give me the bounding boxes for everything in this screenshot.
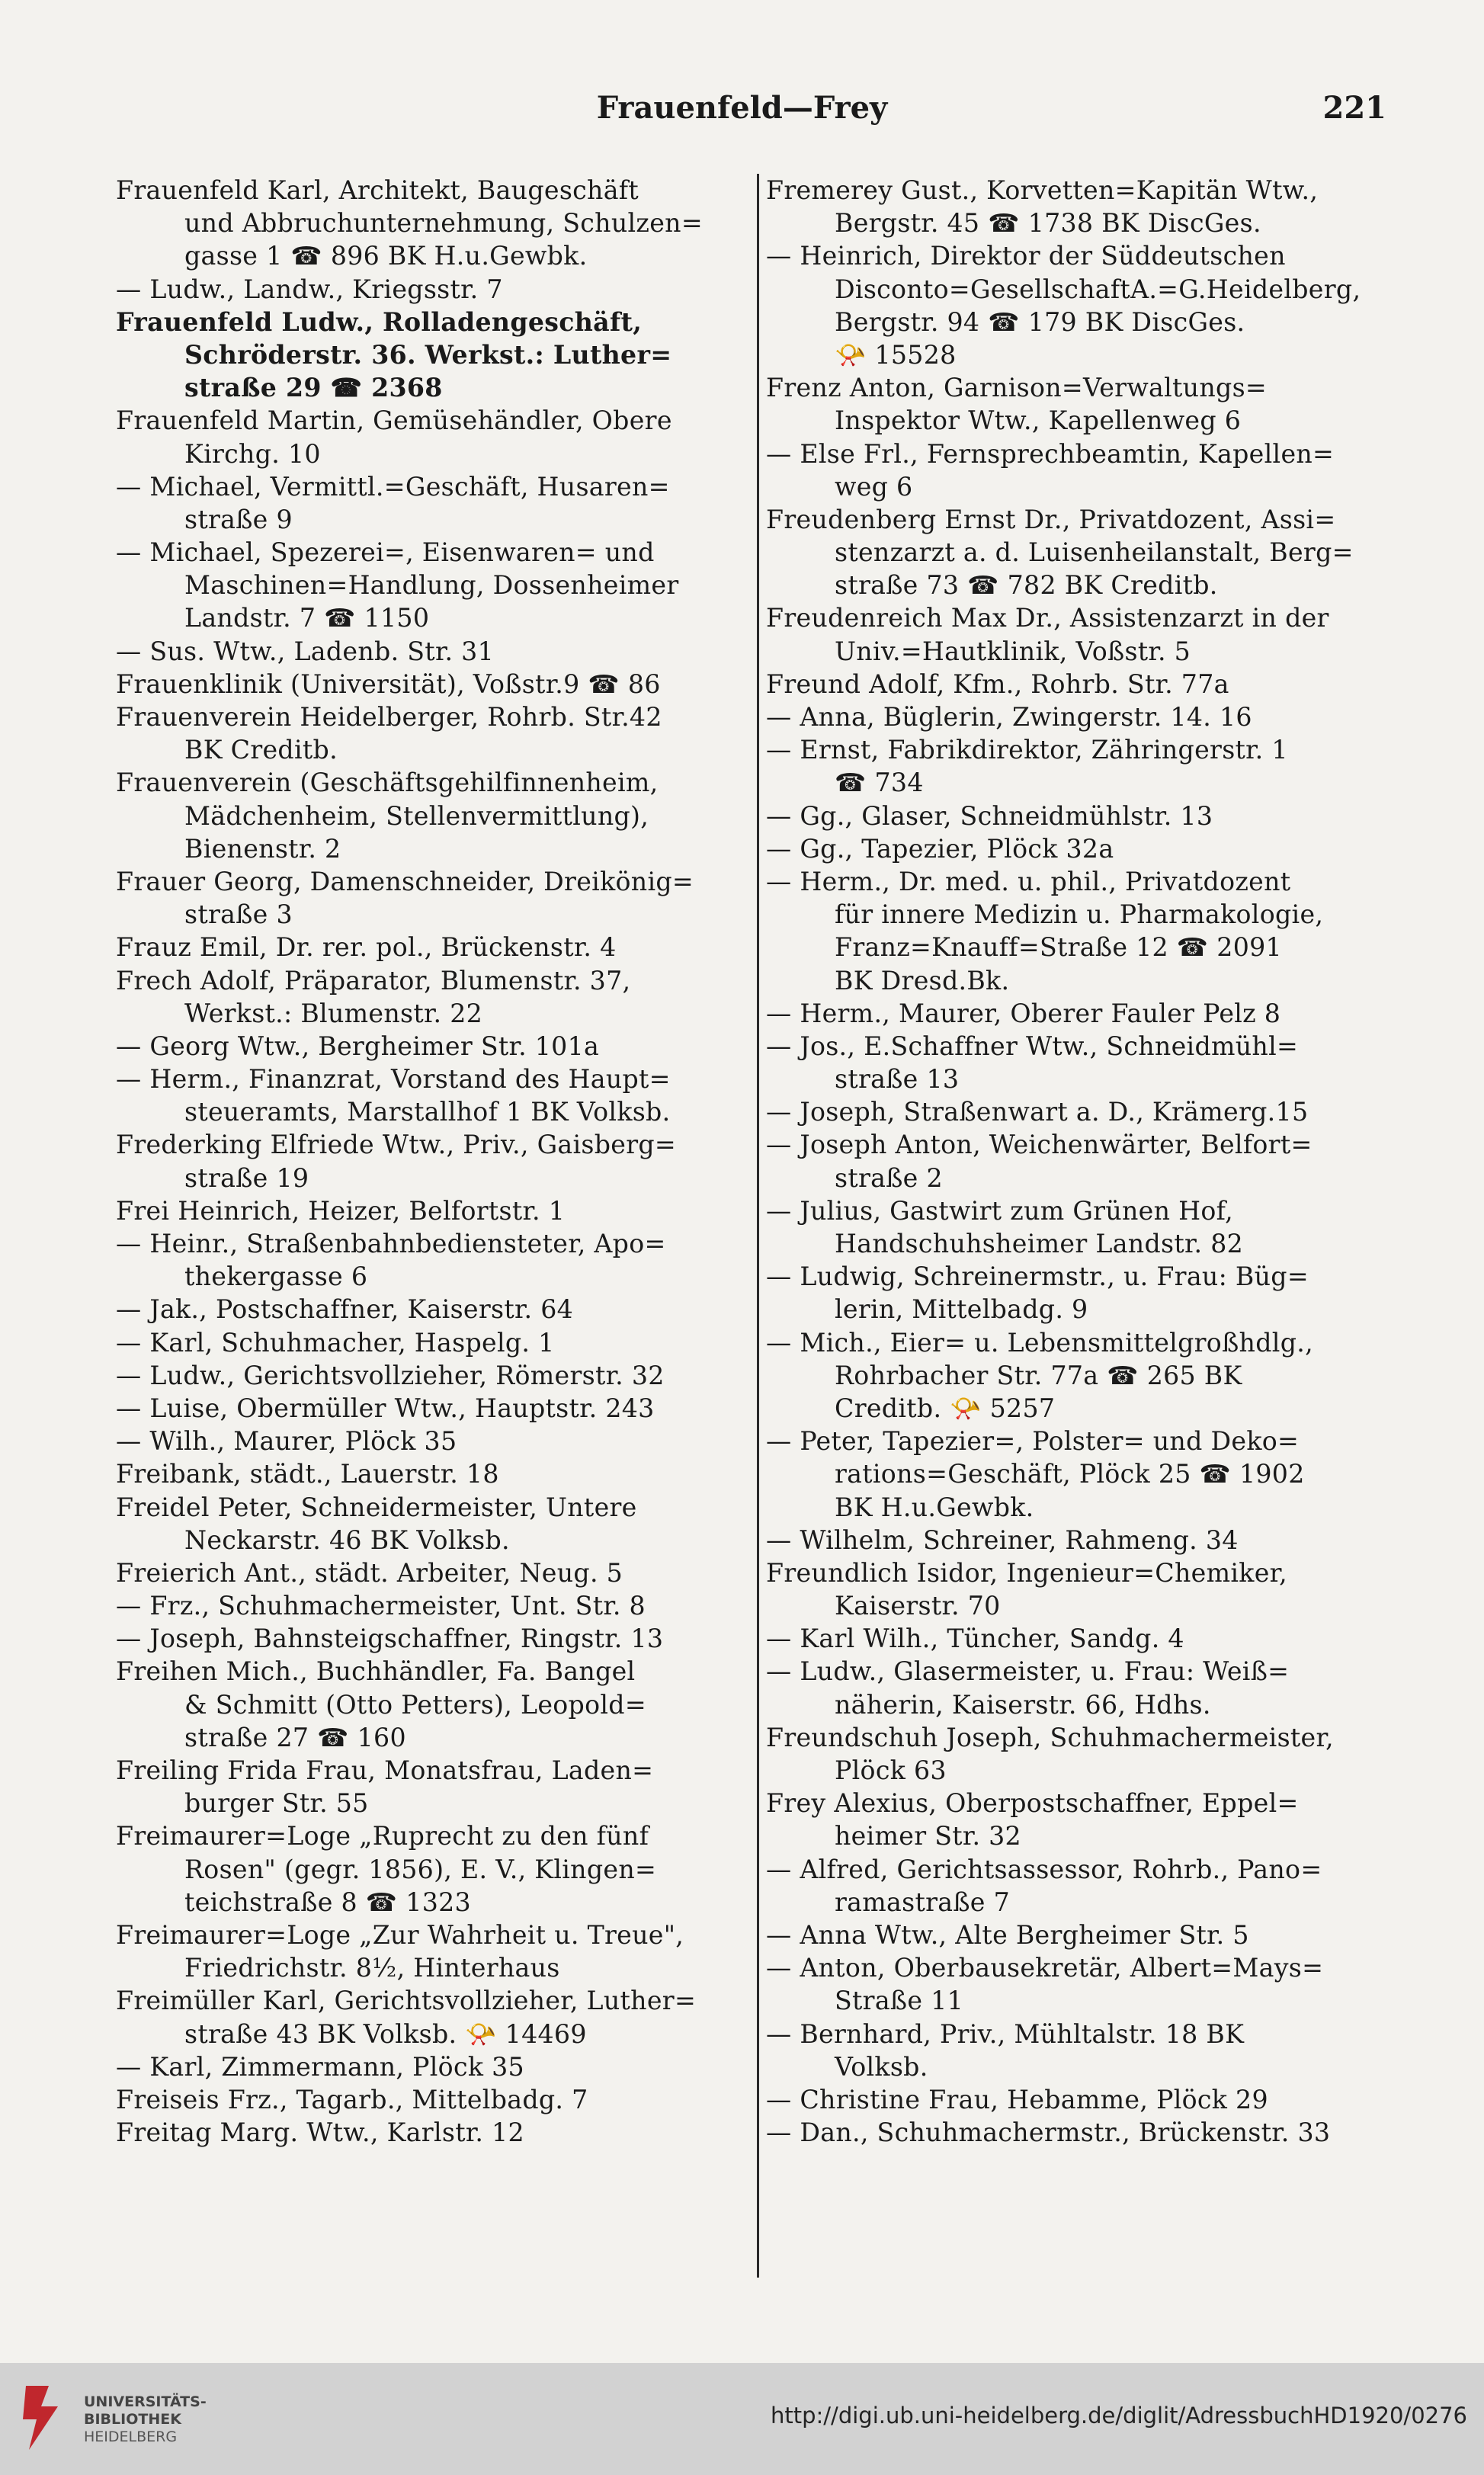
running-title: Frauenfeld—Frey [596, 90, 888, 126]
directory-entry-line: BK Creditb. [184, 735, 338, 765]
directory-entry-line: — Joseph, Straßenwart a. D., Krämerg.15 [766, 1097, 1309, 1127]
directory-entry-line: Frech Adolf, Präparator, Blumenstr. 37, [116, 965, 631, 995]
directory-entry-line: Frauz Emil, Dr. rer. pol., Brückenstr. 4 [116, 932, 617, 963]
directory-entry-line: Freiling Frida Frau, Monatsfrau, Laden= [116, 1755, 654, 1785]
directory-entry-line: weg 6 [835, 471, 913, 502]
directory-entry-line: — Heinrich, Direktor der Süddeutschen [766, 241, 1286, 271]
directory-entry-line: straße 43 BK Volksb. 📯 14469 [184, 2018, 587, 2049]
directory-entry-line: — Gg., Glaser, Schneidmühlstr. 13 [766, 800, 1213, 831]
directory-entry-line: — Julius, Gastwirt zum Grünen Hof, [766, 1195, 1233, 1226]
directory-entry-line: — Luise, Obermüller Wtw., Hauptstr. 243 [116, 1393, 655, 1423]
directory-entry-line: Maschinen=Handlung, Dossenheimer [184, 570, 679, 601]
directory-entry-line: Freidel Peter, Schneidermeister, Untere [116, 1492, 637, 1522]
directory-entry-line: Freiseis Frz., Tagarb., Mittelbadg. 7 [116, 2084, 588, 2114]
directory-entry-line: — Else Frl., Fernsprechbeamtin, Kapellen= [766, 438, 1335, 469]
directory-entry-line: Frauenfeld Karl, Architekt, Baugeschäft [116, 175, 639, 205]
directory-entry-line: Werkst.: Blumenstr. 22 [184, 998, 483, 1028]
directory-entry-line: Freund Adolf, Kfm., Rohrb. Str. 77a [766, 668, 1229, 699]
directory-entry-line: Freibank, städt., Lauerstr. 18 [116, 1459, 499, 1489]
directory-entry-line: — Dan., Schuhmachermstr., Brückenstr. 33 [766, 2118, 1331, 2148]
directory-entry-line: Freierich Ant., städt. Arbeiter, Neug. 5 [116, 1557, 623, 1588]
directory-entry-line: — Sus. Wtw., Ladenb. Str. 31 [116, 636, 494, 666]
left-column [116, 174, 752, 2149]
directory-entry-line: straße 13 [835, 1064, 960, 1095]
directory-entry-line: Freimaurer=Loge „Zur Wahrheit u. Treue", [116, 1919, 684, 1950]
directory-entry-line: — Ernst, Fabrikdirektor, Zähringerstr. 1 [766, 735, 1288, 765]
directory-entry-line: — Jak., Postschaffner, Kaiserstr. 64 [116, 1294, 574, 1325]
directory-entry-line: straße 9 [184, 504, 293, 534]
library-line-3: HEIDELBERG [84, 2429, 178, 2445]
library-name [84, 2393, 207, 2446]
directory-entry-line: Kirchg. 10 [184, 438, 321, 469]
directory-entry-line: Frauenfeld Ludw., Rolladengeschäft, [116, 306, 643, 337]
directory-entry-line: Univ.=Hautklinik, Voßstr. 5 [835, 636, 1191, 666]
directory-entry-line: — Joseph, Bahnsteigschaffner, Ringstr. 13 [116, 1624, 664, 1654]
directory-entry-line: — Herm., Finanzrat, Vorstand des Haupt= [116, 1064, 671, 1095]
directory-entry-line: Creditb. 📯 5257 [835, 1393, 1056, 1423]
directory-entry-line: Frauenfeld Martin, Gemüsehändler, Obere [116, 406, 672, 436]
directory-entry-line: — Joseph Anton, Weichenwärter, Belfort= [766, 1130, 1313, 1160]
directory-entry-line: näherin, Kaiserstr. 66, Hdhs. [835, 1689, 1211, 1720]
directory-entry-line: BK H.u.Gewbk. [835, 1492, 1034, 1522]
directory-entry-line: Kaiserstr. 70 [835, 1591, 1001, 1621]
directory-entry-line: Freimaurer=Loge „Ruprecht zu den fünf [116, 1821, 649, 1851]
directory-entry-line: Frauenklinik (Universität), Voßstr.9 ☎ 86 [116, 668, 661, 699]
directory-entry-line: thekergasse 6 [184, 1262, 368, 1292]
directory-entry-line: Rohrbacher Str. 77a ☎ 265 BK [835, 1360, 1242, 1390]
directory-entry-line: für innere Medizin u. Pharmakologie, [835, 899, 1324, 930]
directory-entry-line: — Karl, Zimmermann, Plöck 35 [116, 2051, 524, 2082]
directory-entry-line: Inspektor Wtw., Kapellenweg 6 [835, 406, 1242, 436]
directory-entry-line: — Jos., E.Schaffner Wtw., Schneidmühl= [766, 1031, 1299, 1061]
directory-entry-line: teichstraße 8 ☎ 1323 [184, 1887, 471, 1917]
directory-entry-line: straße 3 [184, 899, 293, 930]
directory-entry-line: Mädchenheim, Stellenvermittlung), [184, 800, 649, 831]
directory-entry-line: — Ludwig, Schreinermstr., u. Frau: Büg= [766, 1262, 1309, 1292]
directory-entry-line: Freundlich Isidor, Ingenieur=Chemiker, [766, 1557, 1288, 1588]
ub-heidelberg-logo-icon [18, 2380, 66, 2456]
directory-entry-line: — Wilhelm, Schreiner, Rahmeng. 34 [766, 1524, 1239, 1555]
directory-entry-line: Freitag Marg. Wtw., Karlstr. 12 [116, 2118, 524, 2148]
library-line-2: BIBLIOTHEK [84, 2411, 181, 2428]
directory-entry-line: heimer Str. 32 [835, 1821, 1021, 1851]
directory-entry-line: & Schmitt (Otto Petters), Leopold= [184, 1689, 646, 1720]
directory-entry-line: Freimüller Karl, Gerichtsvollzieher, Luther= [116, 1986, 697, 2016]
directory-entry-line: und Abbruchunternehmung, Schulzen= [184, 208, 703, 239]
directory-entry-line: — Karl, Schuhmacher, Haspelg. 1 [116, 1327, 555, 1358]
right-column [766, 174, 1391, 2149]
directory-entry-line: Fremerey Gust., Korvetten=Kapitän Wtw., [766, 175, 1319, 205]
directory-entry-line: Landstr. 7 ☎ 1150 [184, 603, 430, 633]
library-line-1: UNIVERSITÄTS- [84, 2393, 207, 2410]
directory-entry-line: ramastraße 7 [835, 1887, 1010, 1917]
directory-entry-line: — Wilh., Maurer, Plöck 35 [116, 1426, 457, 1457]
directory-entry-line: Frey Alexius, Oberpostschaffner, Eppel= [766, 1788, 1299, 1819]
directory-entry-line: — Alfred, Gerichtsassessor, Rohrb., Pano= [766, 1854, 1322, 1884]
directory-entry-line: Frenz Anton, Garnison=Verwaltungs= [766, 373, 1268, 403]
directory-entry-line: steueramts, Marstallhof 1 BK Volksb. [184, 1097, 671, 1127]
directory-entry-line: Bergstr. 45 ☎ 1738 BK DiscGes. [835, 208, 1261, 239]
directory-entry-line: Rosen" (gegr. 1856), E. V., Klingen= [184, 1854, 657, 1884]
directory-entry-line: — Michael, Spezerei=, Eisenwaren= und [116, 537, 655, 568]
directory-entry-line: Disconto=GesellschaftA.=G.Heidelberg, [835, 274, 1361, 304]
directory-entry-line: Frauenverein Heidelberger, Rohrb. Str.42 [116, 702, 662, 732]
directory-entry-line: Freudenreich Max Dr., Assistenzarzt in der [766, 603, 1329, 633]
directory-entry-line: — Herm., Maurer, Oberer Fauler Pelz 8 [766, 998, 1281, 1028]
directory-entry-line: — Herm., Dr. med. u. phil., Privatdozent [766, 866, 1291, 896]
directory-entry-line: — Peter, Tapezier=, Polster= und Deko= [766, 1426, 1300, 1457]
directory-entry-line: straße 29 ☎ 2368 [184, 373, 443, 403]
directory-entry-line: — Heinr., Straßenbahnbediensteter, Apo= [116, 1229, 666, 1258]
directory-entry-line: — Ludw., Gerichtsvollzieher, Römerstr. 32 [116, 1360, 665, 1390]
directory-entry-line: rations=Geschäft, Plöck 25 ☎ 1902 [835, 1459, 1305, 1489]
directory-entry-line: ☎ 734 [835, 768, 924, 798]
directory-entry-line: — Ludw., Glasermeister, u. Frau: Weiß= [766, 1656, 1290, 1687]
directory-entry-line: 📯 15528 [835, 339, 957, 370]
directory-entry-line: lerin, Mittelbadg. 9 [835, 1294, 1088, 1325]
directory-entry-line: — Anna, Büglerin, Zwingerstr. 14. 16 [766, 702, 1252, 732]
column-divider [757, 174, 759, 2278]
directory-entry-line: — Ludw., Landw., Kriegsstr. 7 [116, 274, 503, 304]
directory-entry-line: Frei Heinrich, Heizer, Belfortstr. 1 [116, 1195, 566, 1226]
directory-entry-line: Bienenstr. 2 [184, 833, 341, 864]
directory-entry-line: Schröderstr. 36. Werkst.: Luther= [184, 339, 672, 370]
directory-entry-line: stenzarzt a. d. Luisenheilanstalt, Berg= [835, 537, 1354, 568]
directory-entry-line: — Anna Wtw., Alte Bergheimer Str. 5 [766, 1919, 1249, 1950]
directory-entry-line: Frederking Elfriede Wtw., Priv., Gaisberg= [116, 1130, 677, 1160]
directory-entry-line: straße 19 [184, 1162, 309, 1193]
source-url[interactable]: http://digi.ub.uni-heidelberg.de/diglit/AdressbuchHD1920/0276 [770, 2403, 1467, 2429]
directory-entry-line: — Georg Wtw., Bergheimer Str. 101a [116, 1031, 600, 1061]
directory-entry-line: Freundschuh Joseph, Schuhmachermeister, [766, 1722, 1334, 1752]
page-number: 221 [1322, 90, 1386, 126]
directory-entry-line: straße 27 ☎ 160 [184, 1722, 406, 1752]
directory-entry-line: — Bernhard, Priv., Mühltalstr. 18 BK [766, 2018, 1245, 2049]
directory-entry-line: Frauenverein (Geschäftsgehilfinnenheim, [116, 768, 659, 798]
directory-entry-line: Freihen Mich., Buchhändler, Fa. Bangel [116, 1656, 636, 1687]
directory-entry-line: Plöck 63 [835, 1755, 947, 1785]
directory-entry-line: Volksb. [835, 2051, 928, 2082]
directory-entry-line: BK Dresd.Bk. [835, 965, 1010, 995]
directory-entry-line: — Gg., Tapezier, Plöck 32a [766, 833, 1114, 864]
directory-entry-line: — Christine Frau, Hebamme, Plöck 29 [766, 2084, 1268, 2114]
directory-entry-line: Bergstr. 94 ☎ 179 BK DiscGes. [835, 306, 1245, 337]
directory-entry-line: — Mich., Eier= u. Lebensmittelgroßhdlg., [766, 1327, 1313, 1358]
directory-entry-line: — Karl Wilh., Tüncher, Sandg. 4 [766, 1624, 1184, 1654]
directory-entry-line: Straße 11 [835, 1986, 964, 2016]
directory-entry-line: burger Str. 55 [184, 1788, 369, 1819]
directory-entry-line: Frauer Georg, Damenschneider, Dreikönig= [116, 866, 694, 896]
directory-entry-line: Neckarstr. 46 BK Volksb. [184, 1524, 510, 1555]
directory-entry-line: Handschuhsheimer Landstr. 82 [835, 1229, 1244, 1258]
directory-entry-line: — Frz., Schuhmachermeister, Unt. Str. 8 [116, 1591, 646, 1621]
directory-entry-line: — Anton, Oberbausekretär, Albert=Mays= [766, 1953, 1324, 1983]
directory-entry-line: straße 73 ☎ 782 BK Creditb. [835, 570, 1218, 601]
directory-entry-line: — Michael, Vermittl.=Geschäft, Husaren= [116, 471, 670, 502]
directory-entry-line: Franz=Knauff=Straße 12 ☎ 2091 [835, 932, 1282, 963]
directory-entry-line: gasse 1 ☎ 896 BK H.u.Gewbk. [184, 241, 588, 271]
directory-entry-line: straße 2 [835, 1162, 943, 1193]
page-header [0, 90, 1484, 136]
footer-bar [0, 2363, 1484, 2475]
directory-entry-line: Friedrichstr. 8½, Hinterhaus [184, 1953, 560, 1983]
directory-entry-line: Freudenberg Ernst Dr., Privatdozent, Assi= [766, 504, 1336, 534]
